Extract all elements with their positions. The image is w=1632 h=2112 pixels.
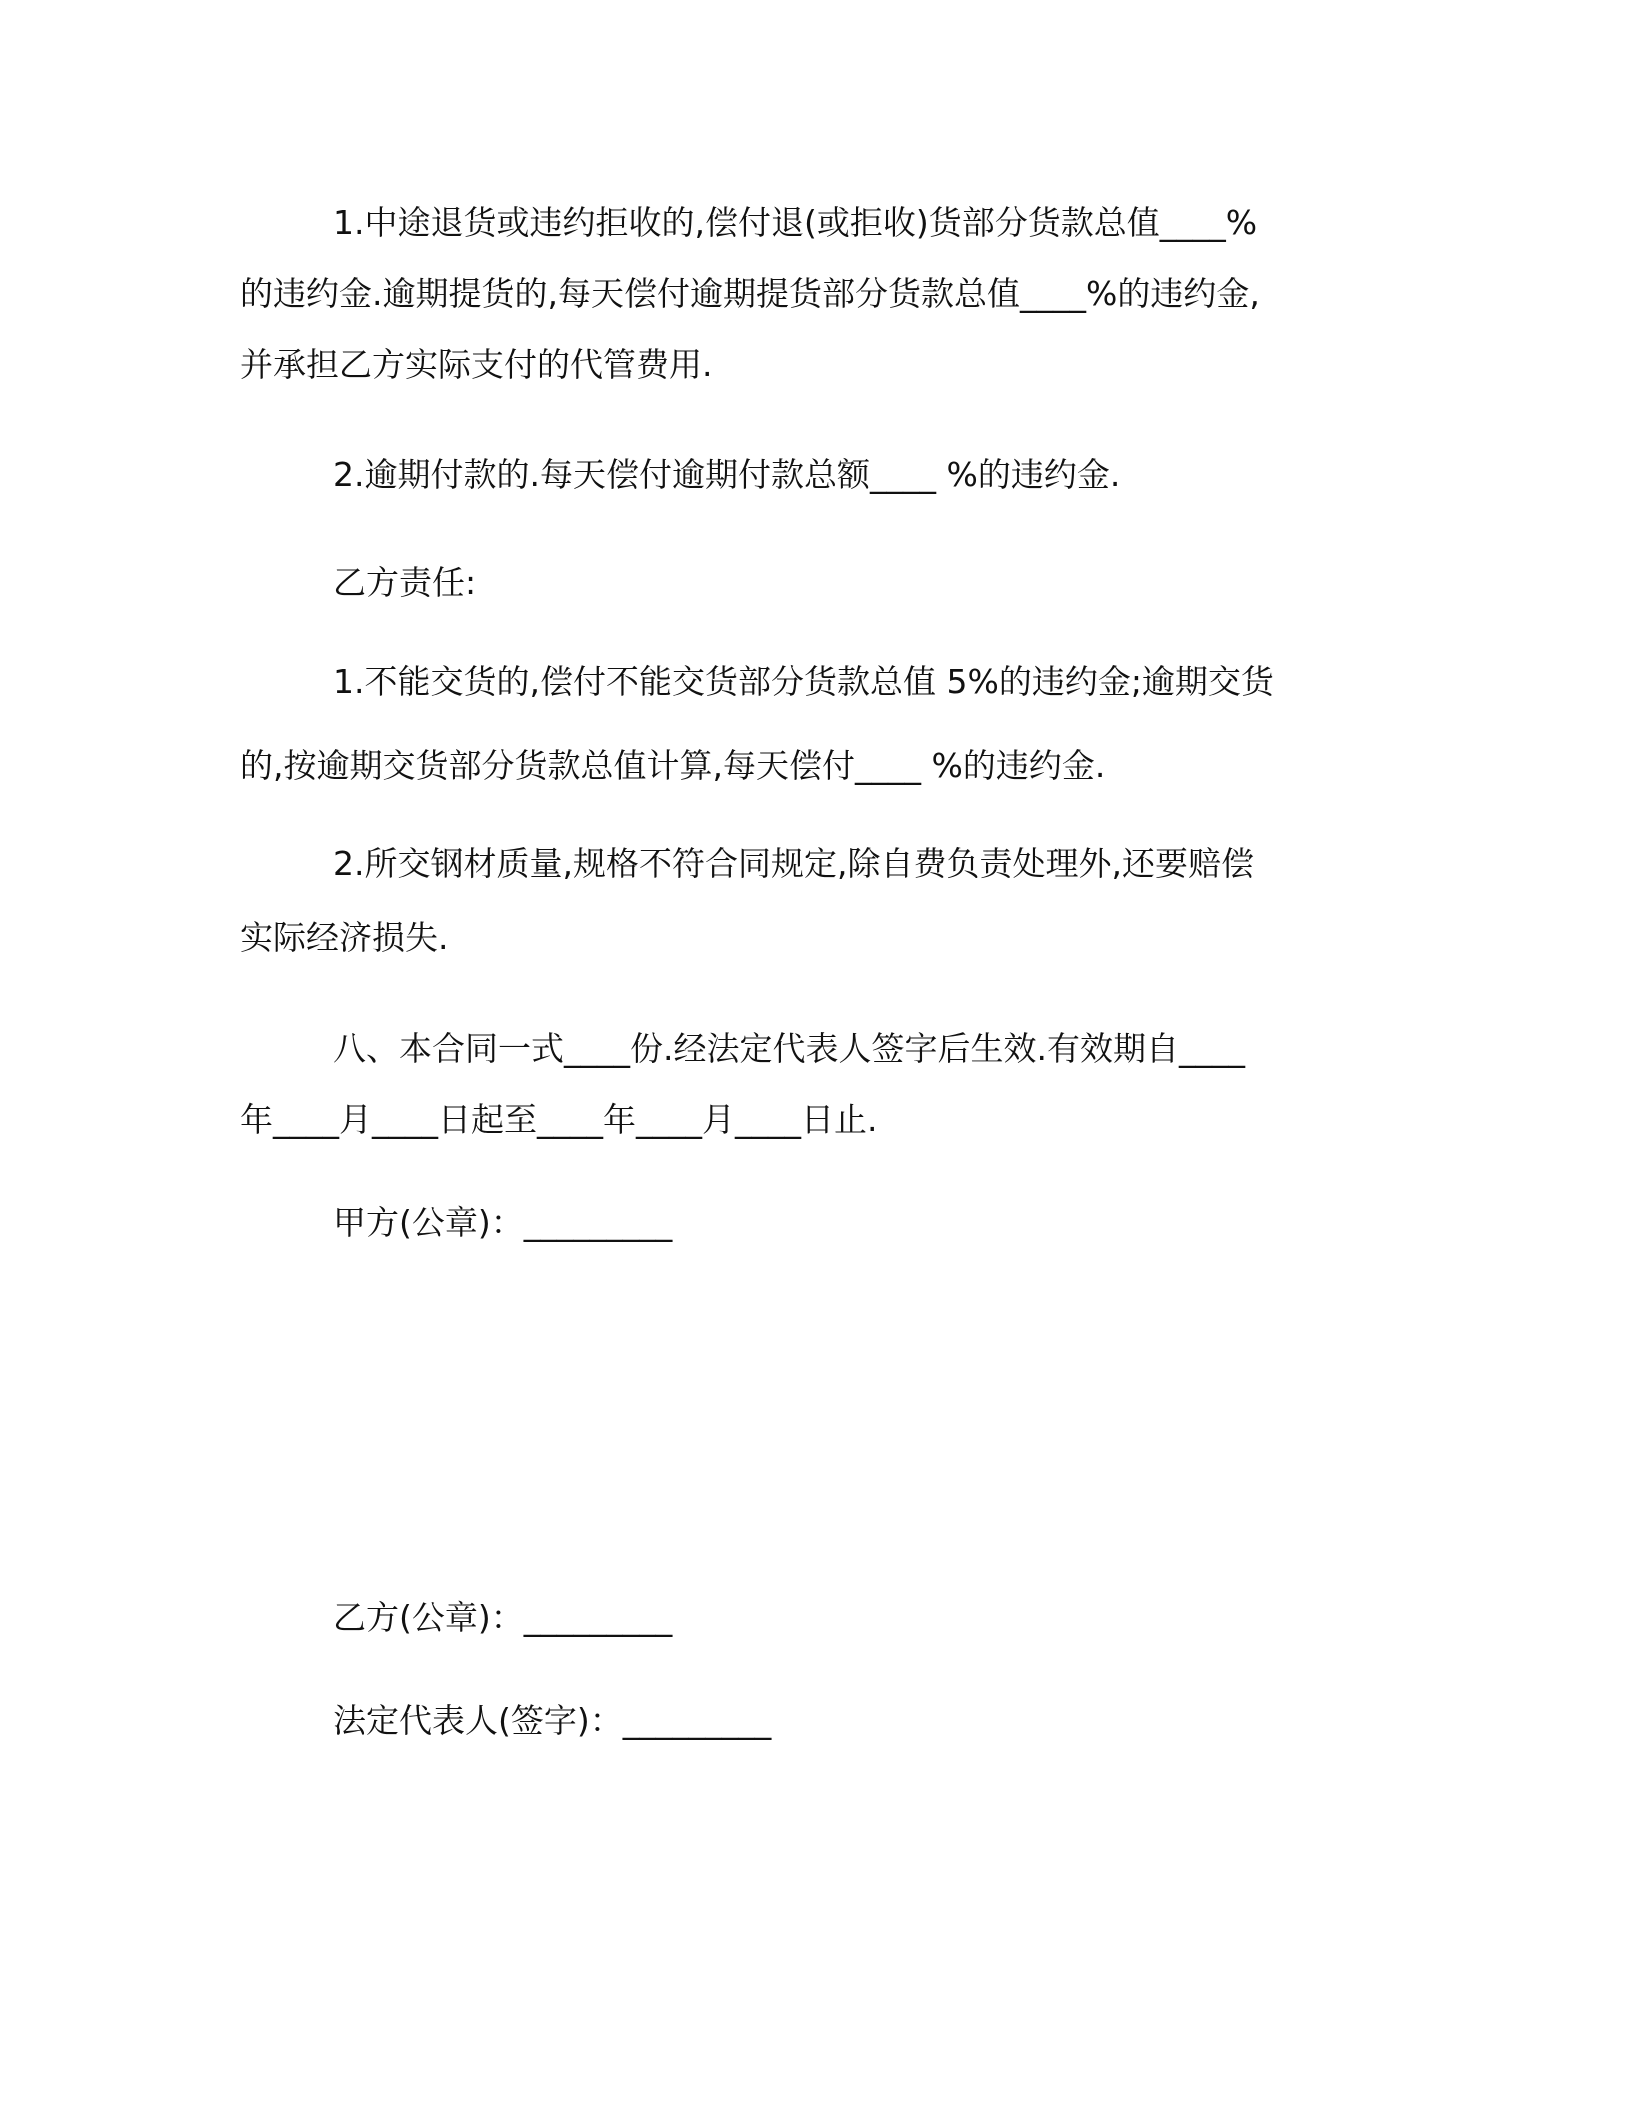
para1-line1: 1.中途退货或违约拒收的,偿付退(或拒收)货部分货款总值____%	[333, 203, 1258, 242]
para2-line1: 2.逾期付款的.每天偿付逾期付款总额____ %的违约金.	[333, 455, 1121, 494]
para4-line2: 实际经济损失.	[240, 918, 449, 957]
para5-line1: 八、本合同一式____份.经法定代表人签字后生效.有效期自____	[333, 1029, 1245, 1068]
para4-line1: 2.所交钢材质量,规格不符合同规定,除自费负责处理外,还要赔偿	[333, 844, 1254, 883]
para1-line2: 的违约金.逾期提货的,每天偿付逾期提货部分货款总值____%的违约金,	[240, 274, 1260, 313]
para5-line2: 年____月____日起至____年____月____日止.	[240, 1100, 878, 1139]
para1-line3: 并承担乙方实际支付的代管费用.	[240, 345, 713, 384]
para3-line1: 1.不能交货的,偿付不能交货部分货款总值 5%的违约金;逾期交货	[333, 662, 1274, 701]
heading-party-b-duties: 乙方责任:	[333, 563, 477, 602]
signature-party-a: 甲方(公章)：_________	[333, 1203, 673, 1242]
para3-line2: 的,按逾期交货部分货款总值计算,每天偿付____ %的违约金.	[240, 746, 1106, 785]
signature-legal-representative: 法定代表人(签字)：_________	[333, 1701, 772, 1740]
signature-party-b: 乙方(公章)：_________	[333, 1598, 673, 1637]
